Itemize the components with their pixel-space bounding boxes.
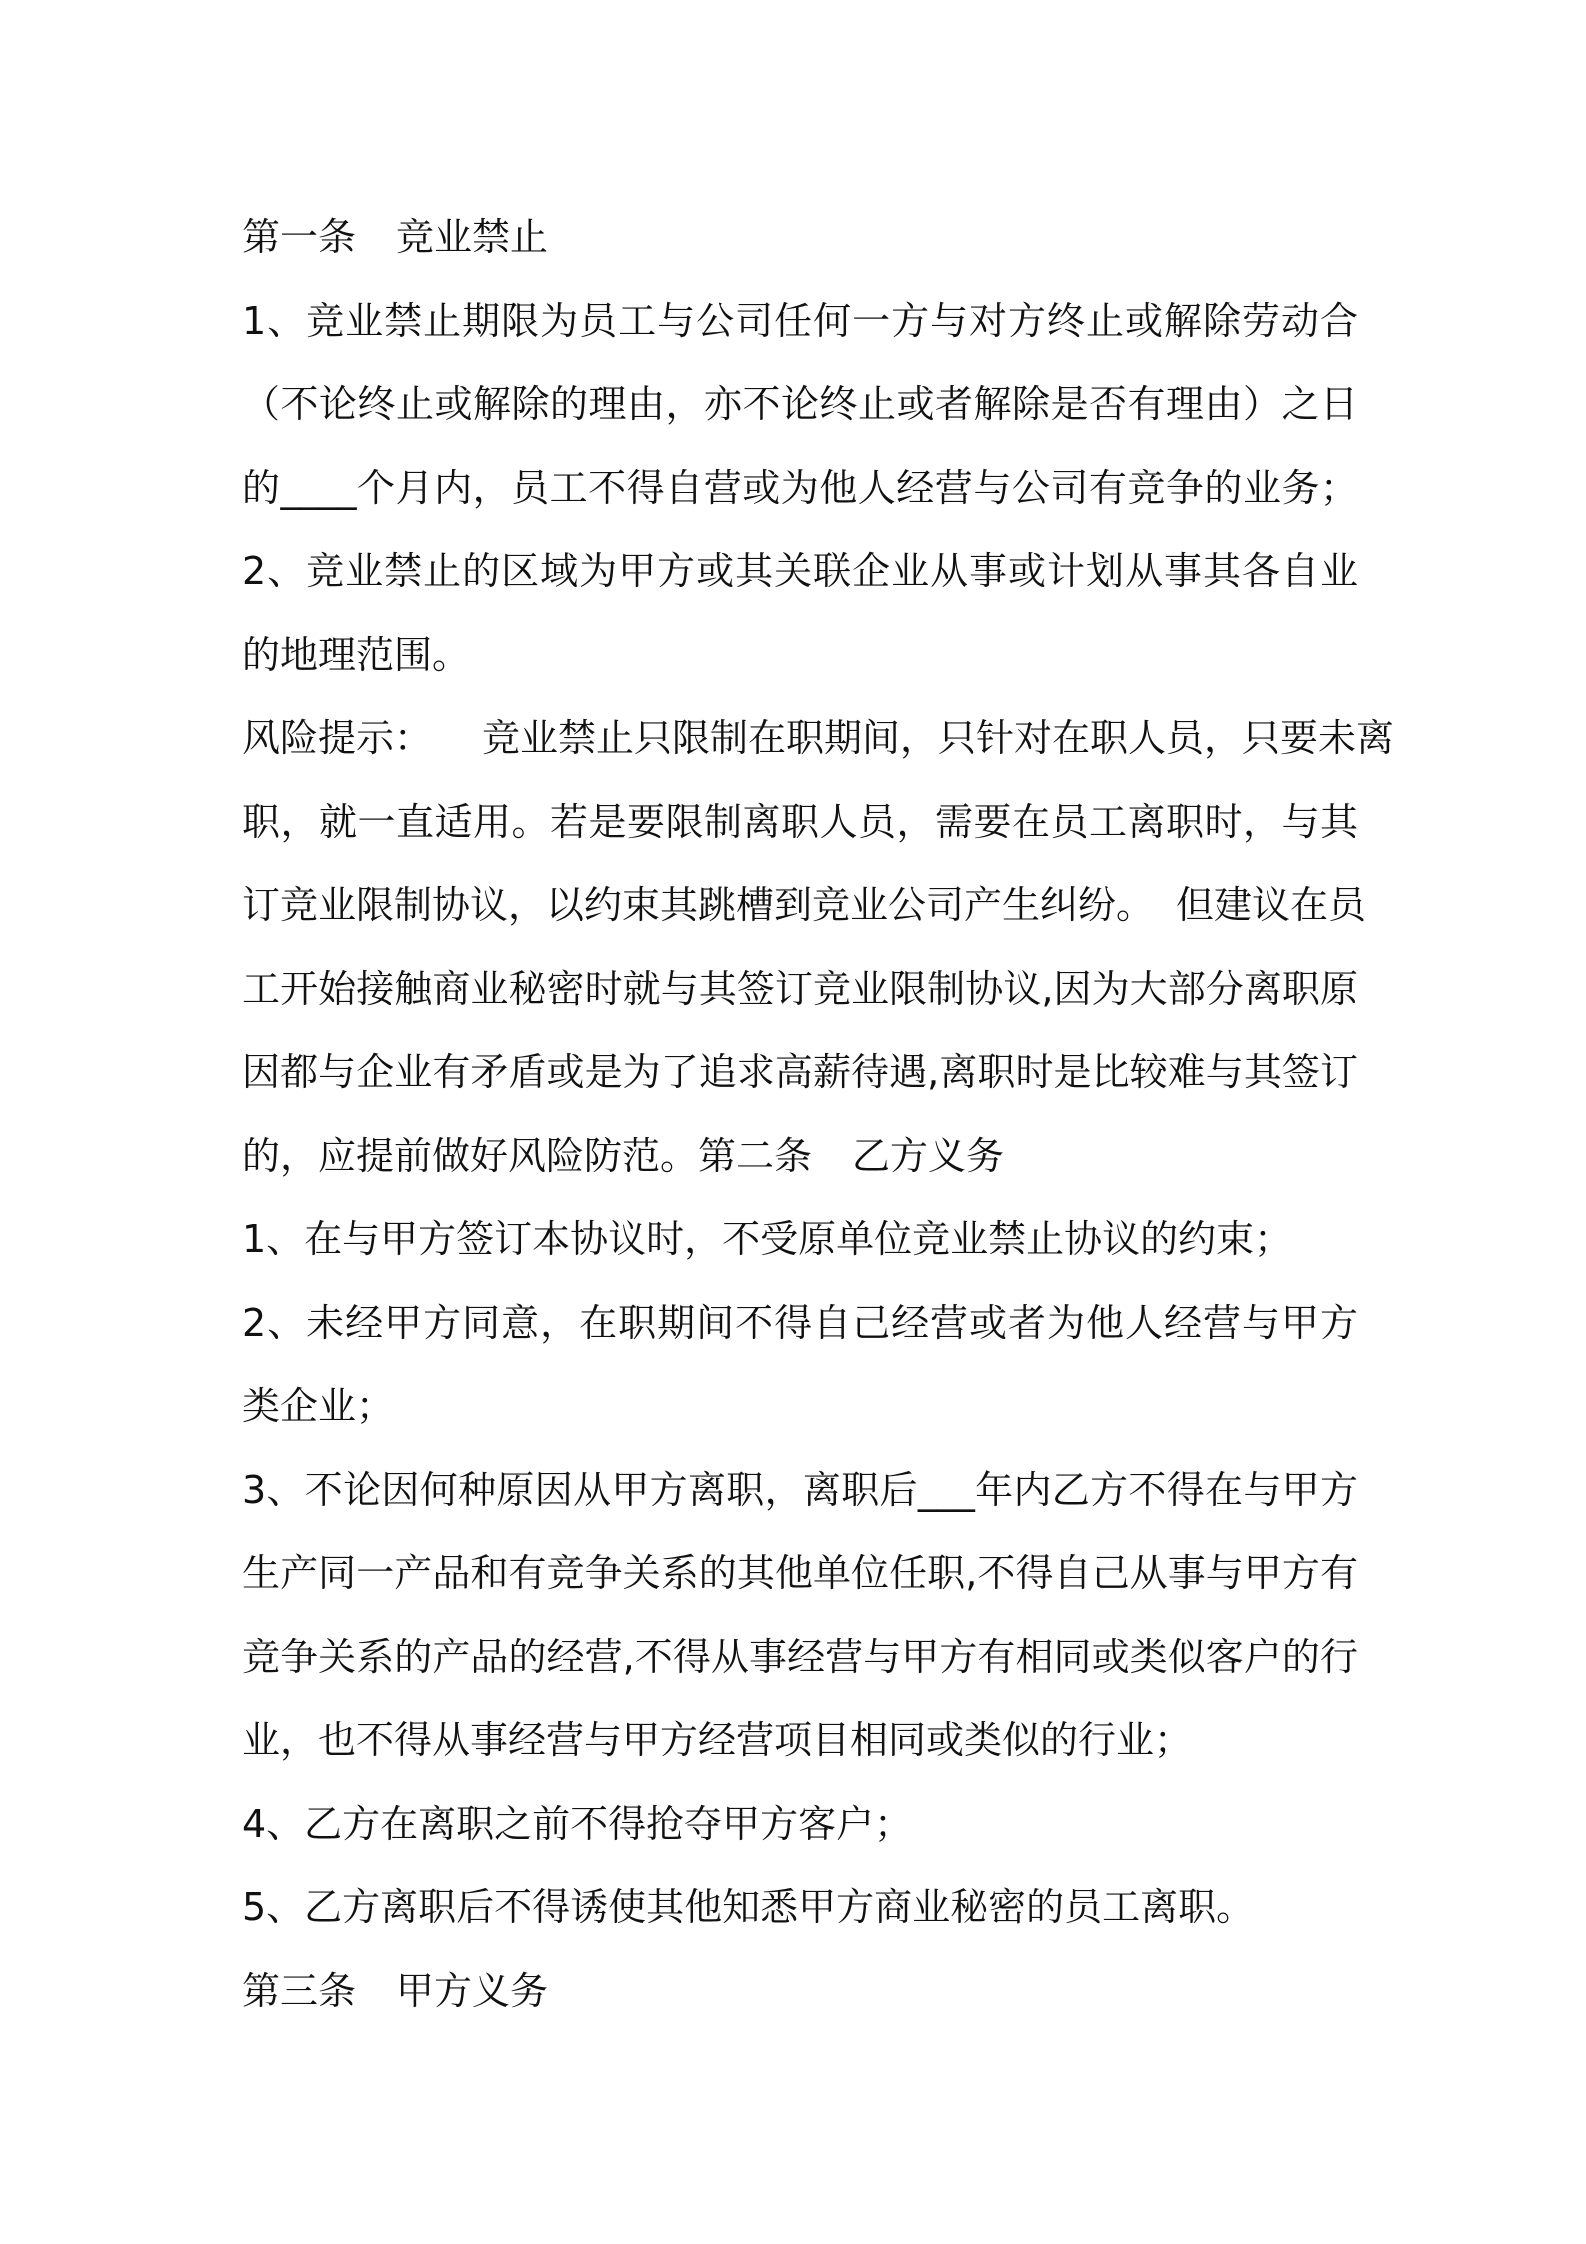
article-2-label: 第二条 [698, 1133, 813, 1178]
article-2-item-5: 5、乙方离职后不得诱使其他知悉甲方商业秘密的员工离职。 [242, 1885, 1255, 1929]
article-1-item-1-line-2: （不论终止或解除的理由，亦不论终止或者解除是否有理由）之日 [242, 382, 1358, 426]
risk-tip-text: 竞业禁止只限制在职期间，只针对在职人员，只要未离 [482, 716, 1395, 760]
article-3-title: 甲方义务 [396, 1968, 549, 2013]
article-2-title: 乙方义务 [852, 1133, 1005, 1178]
article-2-item-2-line-1: 2、未经甲方同意，在职期间不得自己经营或者为他人经营与甲方 [242, 1300, 1358, 1345]
article-1-item-1-line-1: 1、竞业禁止期限为员工与公司任何一方与对方终止或解除劳动合 [242, 298, 1358, 343]
article-1-label: 第一条 [242, 215, 357, 259]
risk-tip-closing: 的，应提前做好风险防范。 [242, 1133, 699, 1178]
risk-tip-line-3-part-b: 但建议在员 [1176, 883, 1367, 927]
article-3-label: 第三条 [242, 1968, 357, 2013]
document-body [242, 196, 1395, 2033]
article-2-item-1: 1、在与甲方签订本协议时，不受原单位竞业禁止协议的约束； [242, 1217, 1293, 1261]
article-2-item-3-line-1: 3、不论因何种原因从甲方离职，离职后___年内乙方不得在与甲方 [242, 1467, 1358, 1512]
risk-tip-line-3-part-a: 订竞业限制协议，以约束其跳槽到竞业公司产生纠纷。 [242, 883, 1155, 927]
risk-tip-line-4: 工开始接触商业秘密时就与其签订竞业限制协议,因为大部分离职原 [242, 966, 1358, 1011]
article-2-item-3-line-4: 业，也不得从事经营与甲方经营项目相同或类似的行业； [242, 1718, 1193, 1762]
article-2-item-3-line-3: 竞争关系的产品的经营,不得从事经营与甲方有相同或类似客户的行 [242, 1634, 1358, 1679]
risk-tip-line-3 [242, 864, 1367, 948]
article-2-item-2-line-2: 类企业； [242, 1384, 395, 1428]
risk-tip-label: 风险提示： [242, 716, 433, 760]
article-3-heading [242, 1950, 1358, 2034]
risk-tip-line-5: 因都与企业有矛盾或是为了追求高薪待遇,离职时是比较难与其签订 [242, 1050, 1358, 1094]
article-1-item-2-line-1: 2、竞业禁止的区域为甲方或其关联企业从事或计划从事其各自业 [242, 549, 1358, 593]
article-1-item-1-line-3: 的____个月内，员工不得自营或为他人经营与公司有竞争的业务； [242, 465, 1358, 510]
article-1-item-2-line-2: 的地理范围。 [242, 632, 471, 677]
risk-tip-line-6 [242, 1115, 1358, 1199]
risk-tip-line-2: 职，就一直适用。若是要限制离职人员，需要在员工离职时，与其 [242, 799, 1358, 844]
article-2-item-3-line-2: 生产同一产品和有竞争关系的其他单位任职,不得自己从事与甲方有 [242, 1551, 1358, 1595]
article-1-title: 竞业禁止 [396, 215, 549, 259]
article-2-item-4: 4、乙方在离职之前不得抢夺甲方客户； [242, 1801, 913, 1846]
article-1-heading [242, 196, 1358, 280]
risk-tip-line-1 [242, 697, 1395, 781]
